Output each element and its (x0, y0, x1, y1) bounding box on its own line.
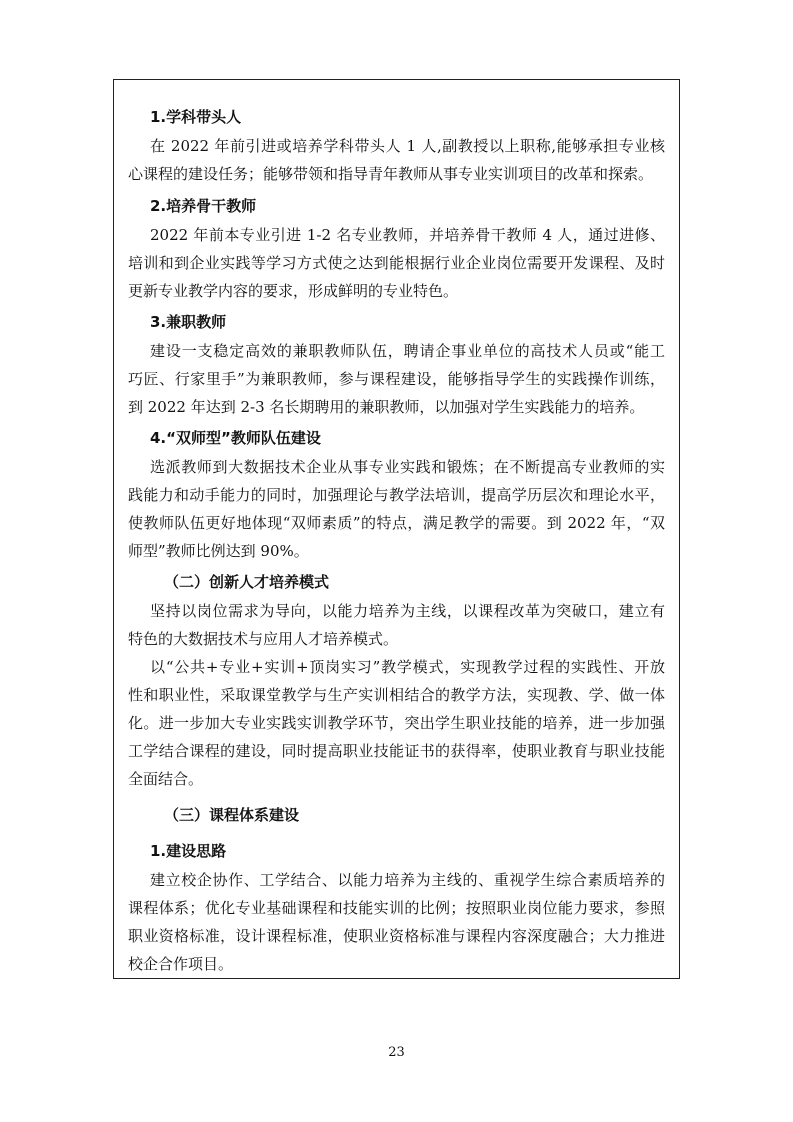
text-line: 使教师队伍更好地体现“双师素质”的特点，满足教学的需要。到 2022 年，“双 (128, 514, 665, 532)
text-line: 建立校企协作、工学结合、以能力培养为主线的、重视学生综合素质培养的 (150, 871, 665, 889)
text-line: 性和职业性，采取课堂教学与生产实训相结合的教学方法，实现教、学、做一体 (128, 686, 665, 704)
heading-backbone-teachers: 2.培养骨干教师 (150, 197, 257, 215)
text-line: 职业资格标准，设计课程标准，使职业资格标准与课程内容深度融合；大力推进 (128, 927, 665, 945)
text-line: 巧匠、行家里手”为兼职教师，参与课程建设，能够指导学生的实践操作训练， (128, 370, 665, 388)
text-line: 选派教师到大数据技术企业从事专业实践和锻炼；在不断提高专业教师的实 (150, 458, 665, 476)
text-line: 坚持以岗位需求为导向，以能力培养为主线，以课程改革为突破口，建立有 (150, 602, 665, 620)
paragraph-innovative-training-2 (114, 653, 679, 793)
heading-innovative-training: （二）创新人才培养模式 (164, 573, 330, 591)
heading-construction-ideas: 1.建设思路 (150, 842, 227, 860)
text-line: 2022 年前本专业引进 1-2 名专业教师，并培养骨干教师 4 人，通过进修、 (150, 226, 665, 244)
text-line: 更新专业教学内容的要求，形成鲜明的专业特色。 (128, 282, 459, 300)
text-line: 化。进一步加大专业实践实训教学环节，突出学生职业技能的培养，进一步加强 (128, 714, 665, 732)
text-line: 特色的大数据技术与应用人才培养模式。 (128, 630, 399, 648)
text-line: 全面结合。 (128, 770, 204, 788)
paragraph-dual-qualified (114, 453, 679, 565)
content-frame (113, 79, 680, 979)
heading-academic-leader: 1.学科带头人 (150, 108, 242, 126)
paragraph-innovative-training-1 (114, 597, 679, 653)
text-line: 践能力和动手能力的同时，加强理论与教学法培训，提高学历层次和理论水平， (128, 486, 665, 504)
text-line: 在 2022 年前引进或培养学科带头人 1 人,副教授以上职称,能够承担专业核 (150, 137, 665, 155)
text-line: 心课程的建设任务；能够带领和指导青年教师从事专业实训项目的改革和探索。 (128, 165, 654, 183)
heading-part-time-teachers: 3.兼职教师 (150, 313, 227, 331)
paragraph-construction-ideas (114, 866, 679, 978)
text-line: 校企合作项目。 (128, 955, 234, 973)
text-line: 工学结合课程的建设，同时提高职业技能证书的获得率，使职业教育与职业技能 (128, 742, 665, 760)
paragraph-backbone-teachers (114, 221, 679, 305)
paragraph-part-time-teachers (114, 337, 679, 421)
text-line: 以“公共+专业+实训+顶岗实习”教学模式，实现教学过程的实践性、开放 (150, 658, 665, 676)
text-line: 建设一支稳定高效的兼职教师队伍，聘请企事业单位的高技术人员或“能工 (150, 342, 665, 360)
text-line: 课程体系；优化专业基础课程和技能实训的比例；按照职业岗位能力要求，参照 (128, 899, 665, 917)
paragraph-academic-leader (114, 132, 679, 188)
text-line: 到 2022 年达到 2-3 名长期聘用的兼职教师，以加强对学生实践能力的培养。 (128, 398, 645, 416)
heading-dual-qualified: 4.“双师型”教师队伍建设 (150, 429, 321, 447)
page-number: 23 (388, 1045, 405, 1060)
text-line: 师型”教师比例达到 90%。 (128, 542, 309, 560)
text-line: 培训和到企业实践等学习方式使之达到能根据行业企业岗位需要开发课程、及时 (128, 254, 665, 272)
heading-curriculum-system: （三）课程体系建设 (164, 806, 300, 824)
